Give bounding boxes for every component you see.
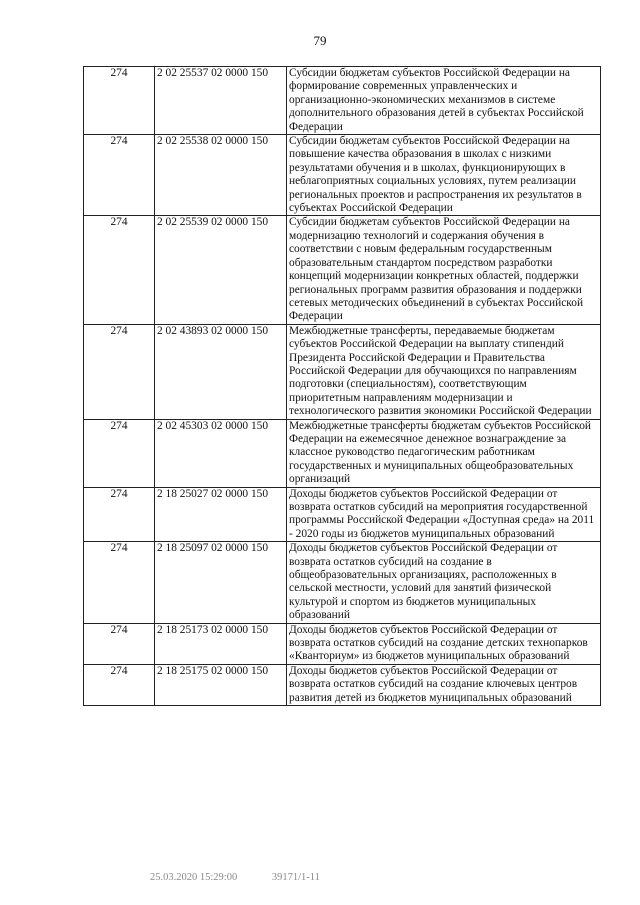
admin-code-cell: 274 (84, 623, 155, 664)
table-row (84, 67, 601, 135)
table-row (84, 324, 601, 419)
admin-code-cell: 274 (84, 67, 155, 135)
revenue-name-cell: Доходы бюджетов субъектов Российской Федерации от возврата остатков субсидий на создание в общеобразовательных организациях, расположенных в сельской местности, условий для занятий физической культурой и спортом из бюджетов муниципальных образований (287, 542, 601, 623)
revenue-name-cell: Межбюджетные трансферты бюджетам субъектов Российской Федерации на ежемесячное денежное вознаграждение за классное руководство педагогическим работникам государственных и муниципальных общеобразовательных организаций (287, 419, 601, 487)
revenue-name-cell: Доходы бюджетов субъектов Российской Федерации от возврата остатков субсидий на создание ключевых центров развития детей из бюджетов муниципальных образований (287, 664, 601, 705)
revenue-code-cell: 2 02 43893 02 0000 150 (155, 324, 287, 419)
table-row (84, 216, 601, 324)
revenue-code-cell: 2 02 25539 02 0000 150 (155, 216, 287, 324)
revenue-code-cell: 2 18 25027 02 0000 150 (155, 487, 287, 542)
admin-code-cell: 274 (84, 135, 155, 216)
footer-document-id: 39171/1-11 (271, 872, 320, 883)
admin-code-cell: 274 (84, 664, 155, 705)
revenue-code-cell: 2 18 25175 02 0000 150 (155, 664, 287, 705)
revenue-code-cell: 2 02 25537 02 0000 150 (155, 67, 287, 135)
table-row (84, 664, 601, 705)
admin-code-cell: 274 (84, 216, 155, 324)
admin-code-cell: 274 (84, 324, 155, 419)
admin-code-cell: 274 (84, 419, 155, 487)
revenue-code-cell: 2 02 25538 02 0000 150 (155, 135, 287, 216)
revenue-code-cell: 2 18 25097 02 0000 150 (155, 542, 287, 623)
page-number: 79 (313, 33, 327, 48)
table-row (84, 487, 601, 542)
revenue-name-cell: Доходы бюджетов субъектов Российской Федерации от возврата остатков субсидий на мероприятия государственной программы Российской Федерации «Доступная среда» на 2011 - 2020 годы из бюджетов муниципальных образований (287, 487, 601, 542)
admin-code-cell: 274 (84, 542, 155, 623)
revenue-code-cell: 2 18 25173 02 0000 150 (155, 623, 287, 664)
revenue-name-cell: Субсидии бюджетам субъектов Российской Федерации на модернизацию технологий и содержания обучения в соответствии с новым федеральным государственным образовательным стандартом посредством разработки концепций модернизации конкретных областей, поддержки региональных программ развития образования и поддержки сетевых методических объединений в субъектах Российской Федерации (287, 216, 601, 324)
admin-code-cell: 274 (84, 487, 155, 542)
footer-timestamp: 25.03.2020 15:29:00 (150, 872, 238, 883)
revenue-name-cell: Межбюджетные трансферты, передаваемые бюджетам субъектов Российской Федерации на выплату стипендий Президента Российской Федерации и Правительства Российской Федерации для обучающихся по направлениям подготовки (специальностям), соответствующим приоритетным направлениям модернизации и технологического развития экономики Российской Федерации (287, 324, 601, 419)
table-row (84, 419, 601, 487)
revenue-code-cell: 2 02 45303 02 0000 150 (155, 419, 287, 487)
table-row (84, 135, 601, 216)
table-row (84, 542, 601, 623)
revenue-name-cell: Субсидии бюджетам субъектов Российской Федерации на повышение качества образования в школах с низкими результатами обучения и в школах, функционирующих в неблагоприятных социальных условиях, путем реализации региональных проектов и распространения их результатов в субъектах Российской Федерации (287, 135, 601, 216)
table-row (84, 623, 601, 664)
revenue-name-cell: Доходы бюджетов субъектов Российской Федерации от возврата остатков субсидий на создание детских технопарков «Кванториум» из бюджетов муниципальных образований (287, 623, 601, 664)
document-footer (150, 872, 320, 883)
revenue-name-cell: Субсидии бюджетам субъектов Российской Федерации на формирование современных управленческих и организационно-экономических механизмов в системе дополнительного образования детей в субъектах Российской Федерации (287, 67, 601, 135)
budget-classification-table (83, 66, 601, 706)
